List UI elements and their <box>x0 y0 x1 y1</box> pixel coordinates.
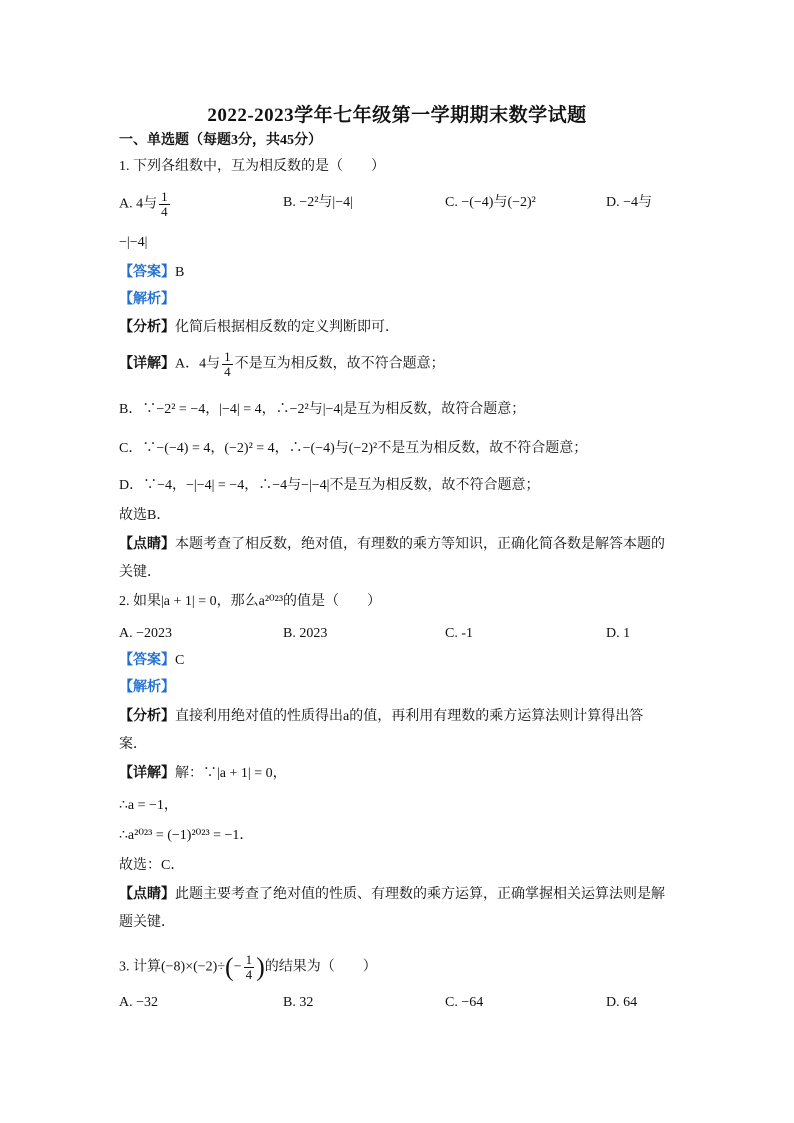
q3-option-b: B. 32 <box>283 995 314 1010</box>
q1-detail-b: B．∵−2² = −4，|−4| = 4，∴−2²与|−4|是互为相反数，故符合题意； <box>119 402 526 417</box>
q2-step-1: ∴a = −1， <box>119 798 178 813</box>
q2-option-c: C. -1 <box>445 626 473 641</box>
q2-analysis-tag: 【解析】 <box>119 680 175 695</box>
q1-option-d: D. −4与 <box>606 195 653 210</box>
q1-option-d-cont: −|−4| <box>119 235 148 250</box>
q2-stem: 2. 如果|a + 1| = 0，那么a²⁰²³的值是（ ） <box>119 594 382 609</box>
q2-choice: 故选：C． <box>119 858 185 873</box>
q2-option-d: D. 1 <box>606 626 631 641</box>
q3-stem: 3. 计算(−8)×(−2)÷(− $\frac{1}{4}$ )的结果为（ ） <box>119 952 377 982</box>
q1-option-a: A. 4与 $\frac{1}{4}$ <box>119 189 168 219</box>
q3-option-a: A. −32 <box>119 995 159 1010</box>
q1-option-c: C. −(−4)与(−2)² <box>445 195 536 210</box>
q1-detail-a: 【详解】A．4与 $\frac{1}{4}$ 不是互为相反数，故不符合题意； <box>119 349 445 379</box>
q1-option-b: B. −2²与|−4| <box>283 195 353 210</box>
page-title: 2022-2023学年七年级第一学期期末数学试题 <box>207 105 587 126</box>
q1-stem: 1. 下列各组数中，互为相反数的是（ ） <box>119 159 385 174</box>
section-heading: 一、单选题（每题3分，共45分） <box>119 133 322 148</box>
q1-dianjing-cont: 关键． <box>119 565 161 580</box>
q1-answer: 【答案】B <box>119 265 185 280</box>
answer-tag: 【答案】 <box>119 265 175 280</box>
fraction: $\frac{1}{4}$ <box>224 349 231 379</box>
q2-dianjing: 【点睛】此题主要考查了绝对值的性质、有理数的乘方运算，正确掌握相关运算法则是解 <box>119 887 665 902</box>
q1-detail-d: D．∵−4，−|−4| = −4，∴−4与−|−4|不是互为相反数，故不符合题意； <box>119 478 540 493</box>
q2-detail: 【详解】解：∵|a + 1| = 0， <box>119 766 287 781</box>
q2-option-b: B. 2023 <box>283 626 328 641</box>
q2-option-a: A. −2023 <box>119 626 173 641</box>
q3-option-c: C. −64 <box>445 995 484 1010</box>
q1-analysis-tag: 【解析】 <box>119 292 175 307</box>
fraction: $\frac{1}{4}$ <box>245 952 253 982</box>
q2-dianjing-cont: 题关键． <box>119 915 175 930</box>
q2-fenxi-cont: 案． <box>119 737 147 752</box>
q2-step-2: ∴a²⁰²³ = (−1)²⁰²³ = −1． <box>119 828 254 843</box>
q1-dianjing: 【点睛】本题考查了相反数，绝对值，有理数的乘方等知识，正确化简各数是解答本题的 <box>119 537 665 552</box>
q2-answer: 【答案】C <box>119 653 185 668</box>
fraction: $\frac{1}{4}$ <box>161 189 168 219</box>
q1-fenxi: 【分析】化简后根据相反数的定义判断即可． <box>119 320 399 335</box>
q2-fenxi: 【分析】直接利用绝对值的性质得出a的值，再利用有理数的乘方运算法则计算得出答 <box>119 709 644 724</box>
q1-choice: 故选B． <box>119 508 171 523</box>
q3-option-d: D. 64 <box>606 995 638 1010</box>
answer-tag: 【答案】 <box>119 653 175 668</box>
q1-detail-c: C．∵−(−4) = 4，(−2)² = 4，∴−(−4)与(−2)²不是互为相反数，故不符合题意； <box>119 441 588 456</box>
